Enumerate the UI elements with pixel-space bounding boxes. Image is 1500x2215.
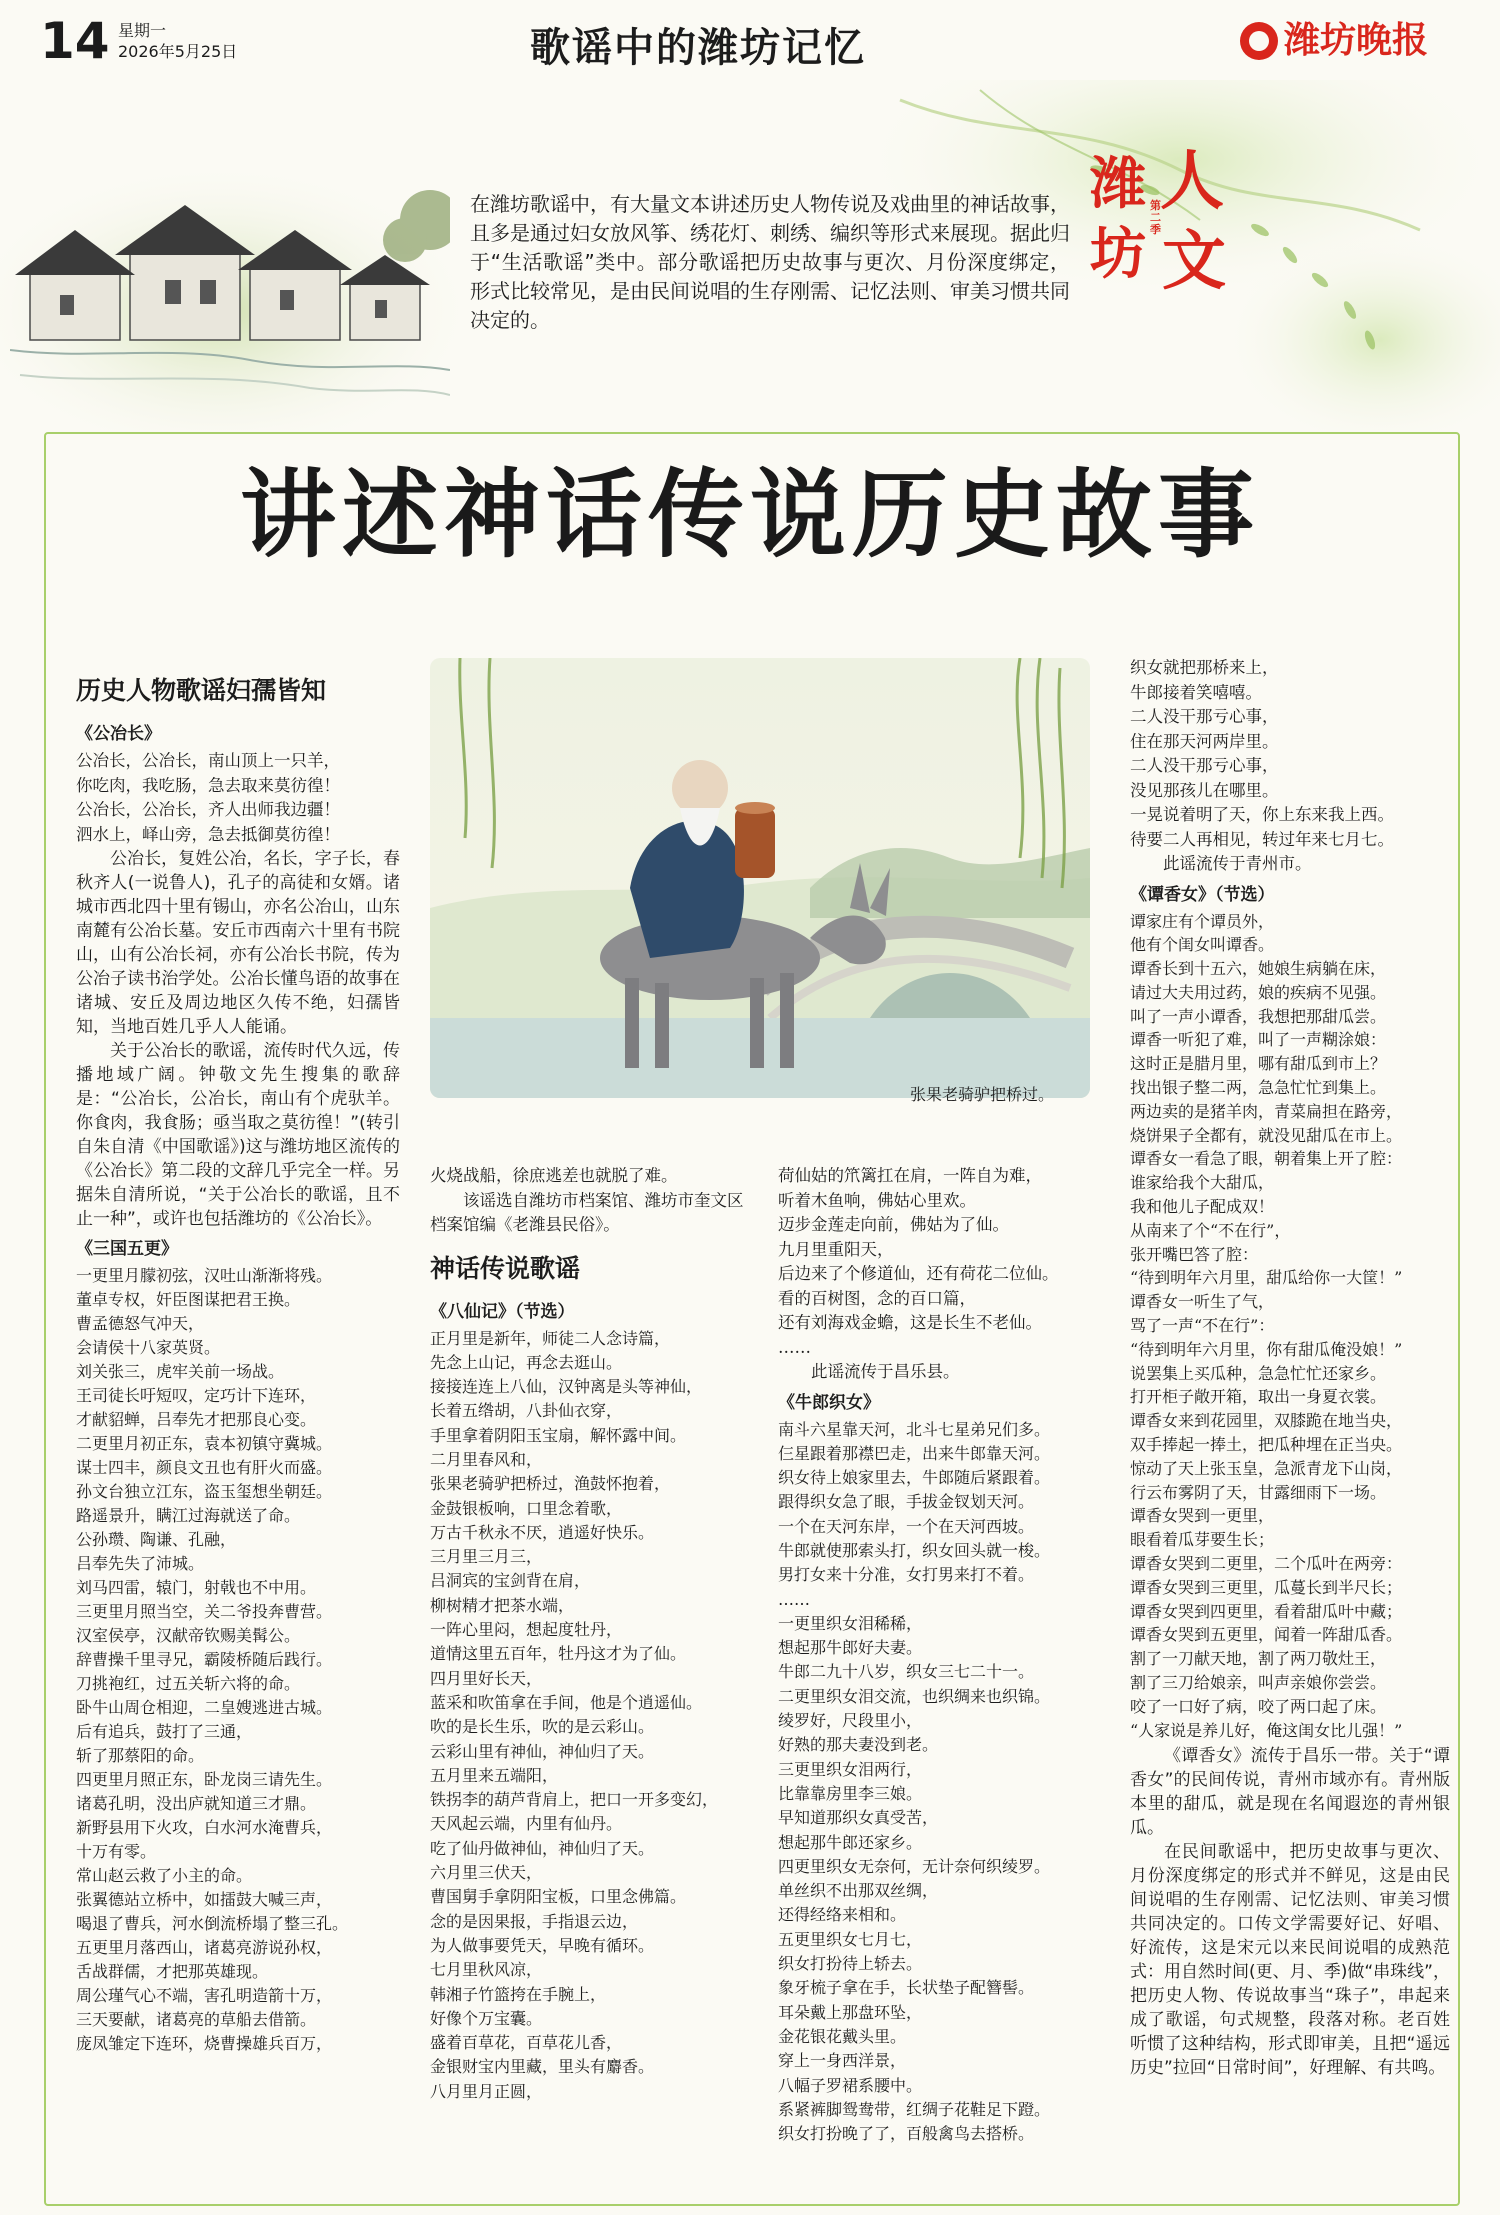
seal-char-1: 潍 xyxy=(1090,151,1146,217)
page-number: 14 xyxy=(40,12,110,70)
poem-tanxiangnv: 谭家庄有个谭员外， 他有个闺女叫谭香。 谭香长到十五六，她娘生病躺在床， 请过大夫用过药，娘的疾病不见强。 叫了一声小谭香，我想把那甜瓜尝。 谭香一听犯了难，叫了一声糊涂娘： 这时正是腊月里，哪有甜瓜到市上？ 找出银子整二两，急急忙忙到集上。 两边卖的是猪羊肉，青菜扁担在路旁， 烧饼果子全都有，就没见甜瓜在市上。 谭香女一看急了眼，朝着集上开了腔： 谁家给我个大甜瓜， 我和他儿子配成双！ 从南来了个“不在行”， 张开嘴巴答了腔： “待到明年六月里，甜瓜给你一大筐！” 谭香女一听生了气， 骂了一声“不在行”： “待到明年六月里，你有甜瓜俺没娘！” 说罢集上买瓜种，急急忙忙还家乡。 打开柜子敞开箱，取出一身夏衣裳。 谭香女来到花园里，双膝跪在地当央， 双手捧起一捧土，把瓜种埋在正当央。 惊动了天上张玉皇，急派青龙下山岗， 行云布雾阴了天，甘露细雨下一场。 谭香女哭到一更里， 眼看着瓜芽要生长； 谭香女哭到二更里，二个瓜叶在两旁： 谭香女哭到三更里，瓜蔓长到半尺长； 谭香女哭到四更里，看着甜瓜叶中藏； 谭香女哭到五更里，闻着一阵甜瓜香。 割了一刀献天地，割了两刀敬灶王， 割了三刀给娘亲，叫声亲娘你尝尝。 咬了一口好了病，咬了两口起了床。 “人家说是养儿好，俺这闺女比儿强！” xyxy=(1130,911,1403,1740)
newspaper-logo xyxy=(1240,18,1462,64)
poem-baxianji-tail: 荷仙姑的笊篱扛在肩，一阵自为难， 听着木鱼响，佛姑心里欢。 迈步金莲走向前，佛姑为了仙。 九月里重阳天， 后边来了个修道仙，还有荷花二位仙。 看的百树图，念的百口篇， 还有刘海戏金蟾，这是长生不老仙。 …… xyxy=(778,1166,1059,1357)
paragraph-gongyechang-spread: 关于公冶长的歌谣，流传时代久远，传播地域广阔。钟敬文先生搜集的歌辞是：“公冶长，公冶长，南山有个虎驮羊。你食肉，我食肠；亟当取之莫彷徨！”(转引自朱自清《中国歌谣》)这与潍坊地区流传的《公冶长》第二段的文辞几乎完全一样。另据朱自清所说，“关于公冶长的歌谣，且不止一种”，或许也包括潍坊的《公冶长》。 xyxy=(76,1041,400,1229)
column-3 xyxy=(778,1164,1102,2146)
masthead xyxy=(0,0,1500,80)
poem-gongyechang: 公冶长，公冶长，南山顶上一只羊， 你吃肉，我吃肠，急去取来莫彷徨！ 公冶长，公冶长，齐人出师我边疆！ 泗水上，峄山旁，急去抵御莫彷徨！ xyxy=(76,751,340,844)
logo-swirl-icon xyxy=(1240,22,1278,60)
date: 2026年5月25日 xyxy=(118,42,238,61)
poem-baxianji: 正月里是新年，师徒二人念诗篇， 先念上山记，再念去逛山。 接接连连上八仙，汉钟离是头等神仙， 长着五绺胡，八卦仙衣穿， 手里拿着阴阳玉宝扇，解怀露中间。 二月里春风和， 张果老骑驴把桥过，渔鼓怀抱着， 金鼓银板响，口里念着歌， 万古千秋永不厌，逍遥好快乐。 三月里三月三， 吕洞宾的宝剑背在肩， 柳树精才把茶水端， 一阵心里闷，想起度牡丹， 道情这里五百年，牡丹这才为了仙。 四月里好长天， 蓝采和吹笛拿在手间，他是个逍遥仙。 吹的是长生乐，吹的是云彩山。 云彩山里有神仙，神仙归了天。 五月里来五端阳， 铁拐李的葫芦背肩上，把口一开多变幻， 天风起云端，内里有仙丹。 吃了仙丹做神仙，神仙归了天。 六月里三伏天， 曹国舅手拿阴阳宝板，口里念佛篇。 念的是因果报，手指退云边， 为人做事要凭天，早晚有循环。 七月里秋风凉， 韩湘子竹篮挎在手腕上， 好像个万宝囊。 盛着百草花，百草花儿香， 金银财宝内里藏，里头有麝香。 八月里月正圆， xyxy=(430,1328,719,2101)
section-title: 歌谣中的潍坊记忆 xyxy=(530,25,866,71)
headline: 讲述神话传说历史故事 xyxy=(240,459,1260,571)
illustration-zhangguolao xyxy=(430,658,1090,1098)
poem-title-niulang: 《牛郎织女》 xyxy=(778,1392,880,1413)
paragraph-tanxiangnv-note: 《谭香女》流传于昌乐一带。关于“谭香女”的民间传说，青州市域亦有。青州版本里的甜瓜，就是现在名闻遐迩的青州银瓜。 xyxy=(1130,1746,1450,1839)
weekday: 星期一 xyxy=(118,21,167,40)
poem-niulang: 南斗六星靠天河，北斗七星弟兄们多。 仨星跟着那襟巴走，出来牛郎靠天河。 织女待上娘家里去，牛郎随后紧跟着。 跟得织女急了眼，手拔金钗划天河。 一个在天河东岸，一个在天河西坡。 牛郎就使那索头打，织女回头就一梭。 男打女来十分准，女打男来打不着。 …… 一更里织女泪稀稀， 想起那牛郎好夫妻。 牛郎二九十八岁，织女三七二十一。 二更里织女泪交流，也织绸来也织锦。 绫罗好，尺段里小， 好熟的那夫妻没到老。 三更里织女泪两行， 比靠靠房里李三娘。 早知道那织女真受苦， 想起那牛郎还家乡。 四更里织女无奈何，无计奈何织绫罗。 单丝织不出那双丝绸， 还得经络来相和。 五更里织女七月七， 织女打扮待上轿去。 象牙梳子拿在手，长状垫子配簪髻。 耳朵戴上那盘环坠， 金花银花戴头里。 穿上一身西洋景， 八幅子罗裙系腰中。 系紧裤脚鸳鸯带，红绸子花鞋足下蹬。 织女打扮晚了了，百般禽鸟去搭桥。 xyxy=(778,1419,1051,2144)
subheading-history-songs: 历史人物歌谣妇孺皆知 xyxy=(76,676,327,705)
zhangguolao-donkey-image xyxy=(430,658,1090,1098)
seal-char-2: 坊 xyxy=(1090,221,1146,287)
seal-char-3: 人 xyxy=(1160,144,1224,219)
seal-char-4: 文 xyxy=(1162,224,1226,299)
source-note-sanguo: 该谣选自潍坊市档案馆、潍坊市奎文区档案馆编《老潍县民俗》。 xyxy=(430,1190,744,1234)
poem-title-gongyechang: 《公冶长》 xyxy=(76,724,161,744)
issue-date xyxy=(118,20,237,62)
intro-paragraph: 在潍坊歌谣中，有大量文本讲述历史人物传说及戏曲里的神话故事，且多是通过妇女放风筝、绣花灯、刺绣、编织等形式来展现。据此归于“生活歌谣”类中。部分歌谣把历史故事与更次、月份深度绑定，形式比较常见，是由民间说唱的生存刚需、记忆法则、审美习惯共同决定的。 xyxy=(470,192,1070,332)
poem-title-tanxiangnv: 《谭香女》（节选） xyxy=(1130,884,1275,905)
poem-niulang-tail: 织女就把那桥来上， 牛郎接着笑嘻嘻。 二人没干那亏心事， 住在那天河两岸里。 二人没干那亏心事， 没见那孩儿在哪里。 一晃说着明了天，你上东来我上西。 待要二人再相见，转过年来七月七。 xyxy=(1130,658,1394,849)
poem-title-sanguo: 《三国五更》 xyxy=(76,1239,178,1259)
ink-village-illustration xyxy=(10,160,450,430)
logo-text: 潍坊晚报 xyxy=(1284,20,1429,61)
hero-banner xyxy=(0,80,1500,430)
poem-sanguo-tail: 火烧战船，徐庶逃差也就脱了难。 xyxy=(430,1166,678,1185)
poem-title-baxianji: 《八仙记》（节选） xyxy=(430,1301,575,1322)
column-seal xyxy=(1090,140,1240,320)
illustration-caption: 张果老骑驴把桥过。 xyxy=(910,1085,1055,1104)
column-2 xyxy=(430,1164,750,2104)
paragraph-conclusion: 在民间歌谣中，把历史故事与更次、月份深度绑定的形式并不鲜见，这是由民间说唱的生存刚需、记忆法则、审美习惯共同决定的。口传文学需要好记、好唱、好流传，这是宋元以来民间说唱的成熟范式：用自然时间(更、月、季)做“串珠线”，把历史人物、传说故事当“珠子”，串起来成了歌谣，句式规整，段落对称。老百姓听惯了这种结构，形式即审美，且把“遥远历史”拉回“日常时间”，好理解、有共鸣。 xyxy=(1130,1842,1450,2079)
source-note-niulang: 此谣流传于青州市。 xyxy=(1163,854,1312,873)
source-note-baxianji: 此谣流传于昌乐县。 xyxy=(811,1362,960,1381)
column-4 xyxy=(1130,656,1450,2080)
column-1 xyxy=(76,672,400,2056)
poem-sanguo: 一更里月朦初弦，汉吐山渐渐将残。 董卓专权，奸臣图谋把君王换。 曹孟德怒气冲天， 会请侯十八家英贤。 刘关张三，虎牢关前一场战。 王司徒长吁短叹，定巧计下连环， 才献貂蝉，吕奉先才把那良心变。 二更里月初正东，袁本初镇守冀城。 谋士四丰，颜良文丑也有肝火而盛。 孙文台独立江东，盗玉玺想坐朝廷。 路遥景升，瞒江过海就送了命。 公孙瓒、陶谦、孔融， 吕奉先失了沛城。 刘马四雷，辕门，射戟也不中用。 三更里月照当空，关二爷投奔曹营。 汉室侯亭，汉献帝钦赐美髯公。 辞曹操千里寻兄，霸陵桥随后践行。 刀挑袍红，过五关斩六将的命。 卧牛山周仓相迎，二皇嫂逃进古城。 后有追兵，鼓打了三通， 斩了那蔡阳的命。 四更里月照正东，卧龙岗三请先生。 诸葛孔明，没出庐就知道三才鼎。 新野县用下火攻，白水河水淹曹兵， 十万有零。 常山赵云救了小主的命。 张翼德站立桥中，如擂鼓大喊三声， 喝退了曹兵，河水倒流桥塌了整三孔。 五更里月落西山，诸葛亮游说孙权， 舌战群儒，才把那英雄现。 周公瑾气心不端，害孔明造箭十万， 三天要献，诸葛亮的草船去借箭。 庞凤雏定下连环，烧曹操雄兵百万， xyxy=(76,1266,349,2053)
seal-season: 第二季 xyxy=(1150,199,1161,236)
subheading-myth-songs: 神话传说歌谣 xyxy=(430,1253,581,1283)
paragraph-gongyechang-bio: 公冶长，复姓公冶，名长，字子长，春秋齐人(一说鲁人)，孔子的高徒和女婿。诸城市西北四十里有锡山，亦名公冶山，山东南麓有公冶长墓。安丘市西南六十里有书院山，山有公冶长祠，亦有公冶长书院，传为公冶子读书治学处。公冶长懂鸟语的故事在诸城、安丘及周边地区久传不绝，妇孺皆知，当地百姓几乎人人能诵。 xyxy=(76,849,400,1037)
